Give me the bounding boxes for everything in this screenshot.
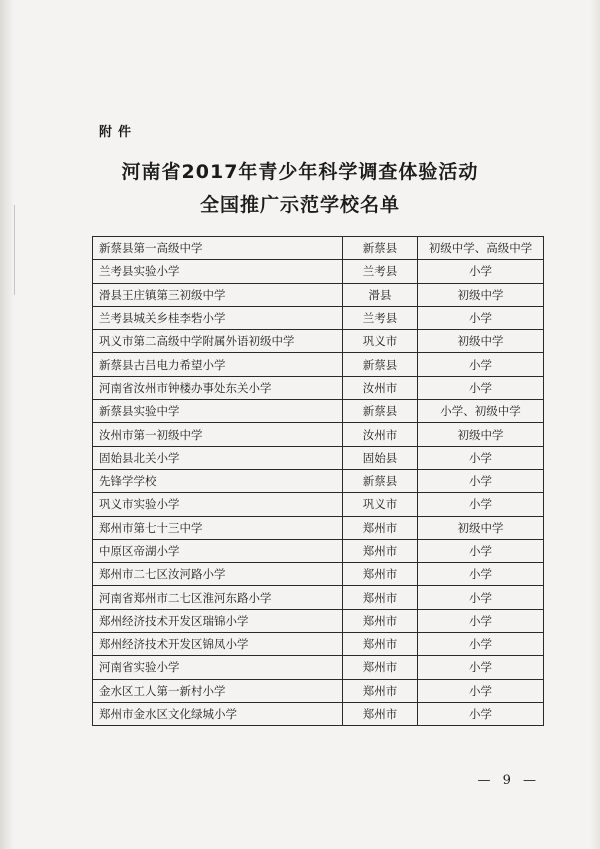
school-name-cell: 金水区工人第一新村小学 — [93, 679, 343, 702]
county-cell: 新蔡县 — [343, 237, 418, 260]
table-row — [93, 516, 544, 539]
table-row — [93, 702, 544, 725]
county-cell: 巩义市 — [343, 493, 418, 516]
school-level-cell: 小学 — [418, 493, 544, 516]
school-level-cell: 小学 — [418, 656, 544, 679]
county-cell: 新蔡县 — [343, 469, 418, 492]
county-cell: 固始县 — [343, 446, 418, 469]
table-row — [93, 237, 544, 260]
table-row — [93, 260, 544, 283]
school-name-cell: 新蔡县第一高级中学 — [93, 237, 343, 260]
county-cell: 郑州市 — [343, 656, 418, 679]
county-cell: 滑县 — [343, 283, 418, 306]
school-level-cell: 初级中学 — [418, 330, 544, 353]
county-cell: 郑州市 — [343, 609, 418, 632]
table-row — [93, 633, 544, 656]
attachment-label: 附件 — [99, 125, 138, 140]
table-row — [93, 679, 544, 702]
school-name-cell: 河南省汝州市钟楼办事处东关小学 — [93, 376, 343, 399]
school-name-cell: 中原区帝湖小学 — [93, 539, 343, 562]
county-cell: 郑州市 — [343, 539, 418, 562]
school-name-cell: 新蔡县古吕电力希望小学 — [93, 353, 343, 376]
school-level-cell: 小学、初级中学 — [418, 400, 544, 423]
school-level-cell: 小学 — [418, 539, 544, 562]
school-list-table — [92, 236, 544, 726]
table-row — [93, 330, 544, 353]
school-name-cell: 河南省实验小学 — [93, 656, 343, 679]
page-number: — 9 — — [477, 773, 540, 788]
school-level-cell: 小学 — [418, 702, 544, 725]
table-row — [93, 400, 544, 423]
county-cell: 新蔡县 — [343, 353, 418, 376]
school-level-cell: 小学 — [418, 586, 544, 609]
county-cell: 郑州市 — [343, 586, 418, 609]
county-cell: 郑州市 — [343, 516, 418, 539]
table-row — [93, 563, 544, 586]
page-left-shadow — [0, 0, 14, 849]
school-name-cell: 巩义市实验小学 — [93, 493, 343, 516]
school-name-cell: 兰考县城关乡桂李砦小学 — [93, 306, 343, 329]
table-row — [93, 586, 544, 609]
county-cell: 兰考县 — [343, 306, 418, 329]
county-cell: 新蔡县 — [343, 400, 418, 423]
school-name-cell: 固始县北关小学 — [93, 446, 343, 469]
table-row — [93, 306, 544, 329]
school-level-cell: 小学 — [418, 679, 544, 702]
county-cell: 汝州市 — [343, 423, 418, 446]
table-row — [93, 446, 544, 469]
school-level-cell: 小学 — [418, 563, 544, 586]
school-level-cell: 小学 — [418, 306, 544, 329]
table-row — [93, 423, 544, 446]
school-level-cell: 小学 — [418, 260, 544, 283]
county-cell: 郑州市 — [343, 679, 418, 702]
school-level-cell: 小学 — [418, 609, 544, 632]
school-level-cell: 初级中学 — [418, 283, 544, 306]
county-cell: 郑州市 — [343, 563, 418, 586]
school-level-cell: 初级中学 — [418, 516, 544, 539]
school-name-cell: 兰考县实验小学 — [93, 260, 343, 283]
binding-fold-mark — [14, 205, 15, 295]
county-cell: 汝州市 — [343, 376, 418, 399]
school-name-cell: 郑州市金水区文化绿城小学 — [93, 702, 343, 725]
school-name-cell: 新蔡县实验中学 — [93, 400, 343, 423]
school-name-cell: 郑州经济技术开发区锦凤小学 — [93, 633, 343, 656]
document-title-line-2: 全国推广示范学校名单 — [199, 194, 400, 216]
county-cell: 兰考县 — [343, 260, 418, 283]
school-name-cell: 滑县王庄镇第三初级中学 — [93, 283, 343, 306]
table-row — [93, 376, 544, 399]
county-cell: 巩义市 — [343, 330, 418, 353]
school-level-cell: 小学 — [418, 376, 544, 399]
school-name-cell: 先锋学学校 — [93, 469, 343, 492]
page-right-edge — [590, 0, 600, 849]
school-level-cell: 初级中学 — [418, 423, 544, 446]
table-row — [93, 609, 544, 632]
school-level-cell: 初级中学、高级中学 — [418, 237, 544, 260]
table-row — [93, 493, 544, 516]
school-name-cell: 河南省郑州市二七区淮河东路小学 — [93, 586, 343, 609]
school-level-cell: 小学 — [418, 633, 544, 656]
county-cell: 郑州市 — [343, 702, 418, 725]
school-list-body — [93, 237, 544, 726]
table-row — [93, 353, 544, 376]
school-level-cell: 小学 — [418, 353, 544, 376]
table-row — [93, 283, 544, 306]
document-title-line-1: 河南省2017年青少年科学调查体验活动 — [121, 161, 479, 183]
school-name-cell: 郑州经济技术开发区瑞锦小学 — [93, 609, 343, 632]
table-row — [93, 656, 544, 679]
school-name-cell: 巩义市第二高级中学附属外语初级中学 — [93, 330, 343, 353]
school-level-cell: 小学 — [418, 446, 544, 469]
table-row — [93, 539, 544, 562]
school-level-cell: 小学 — [418, 469, 544, 492]
school-name-cell: 郑州市第七十三中学 — [93, 516, 343, 539]
county-cell: 郑州市 — [343, 633, 418, 656]
school-name-cell: 郑州市二七区汝河路小学 — [93, 563, 343, 586]
table-row — [93, 469, 544, 492]
school-name-cell: 汝州市第一初级中学 — [93, 423, 343, 446]
